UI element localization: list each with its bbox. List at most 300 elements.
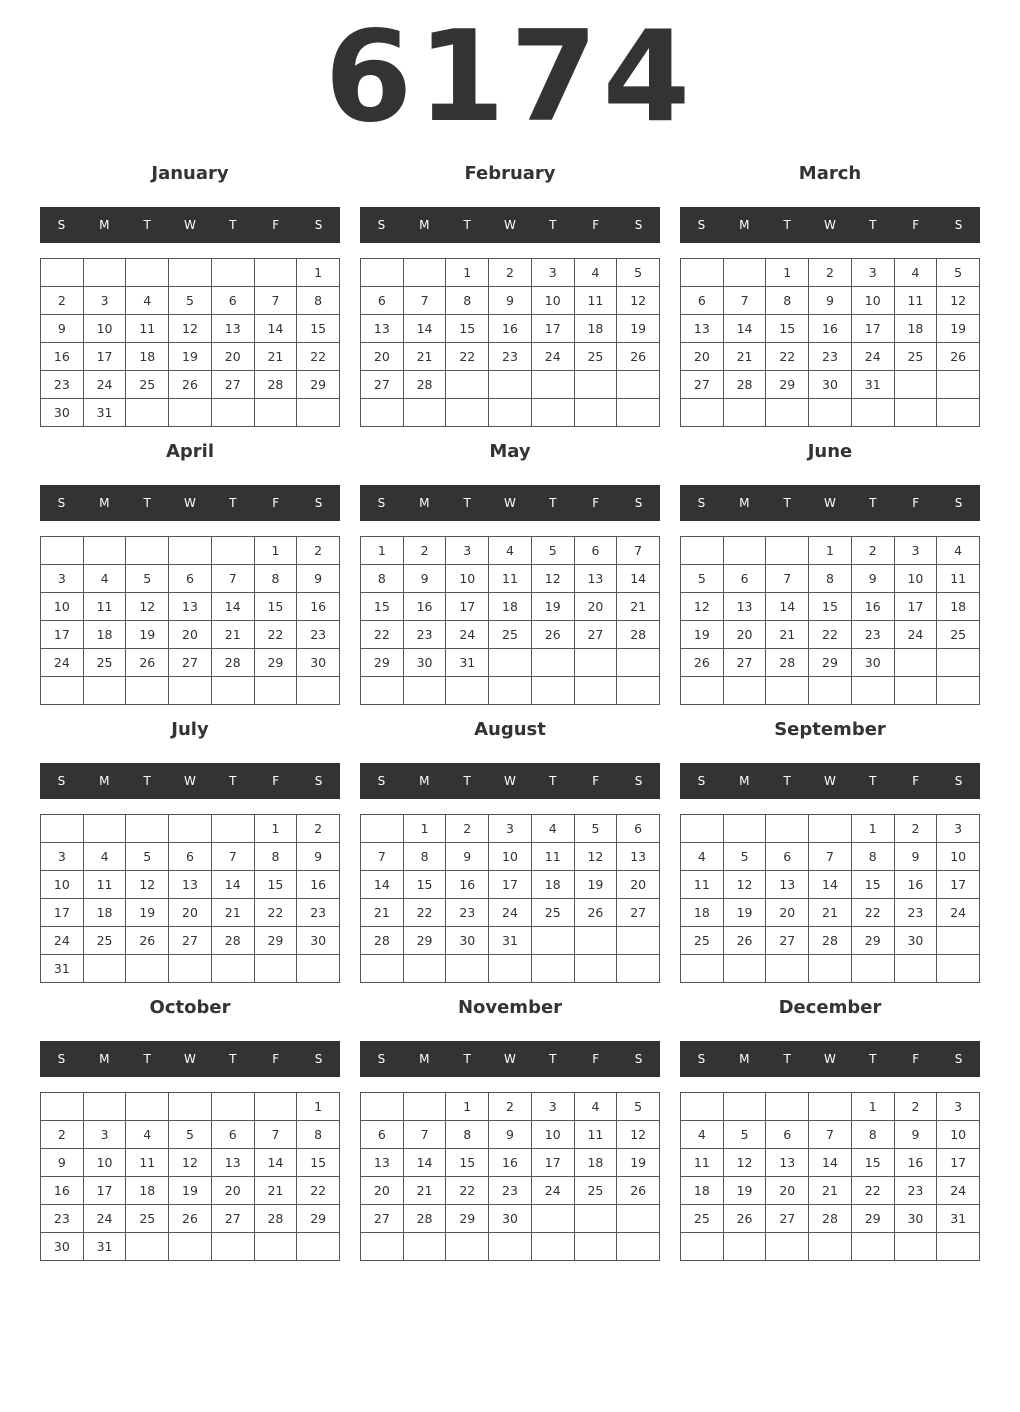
month-title: March — [798, 163, 862, 184]
empty-day-cell — [212, 1093, 255, 1121]
month-march — [680, 156, 980, 434]
day-cell: 27 — [212, 371, 255, 399]
day-cell: 27 — [681, 371, 724, 399]
day-cell: 30 — [297, 649, 340, 677]
day-cell: 13 — [617, 843, 660, 871]
weekday-label: W — [504, 774, 516, 788]
day-cell: 10 — [41, 593, 84, 621]
day-cell: 23 — [895, 899, 938, 927]
day-cell: 27 — [575, 621, 618, 649]
day-cell: 7 — [617, 537, 660, 565]
day-cell: 27 — [617, 899, 660, 927]
weekday-label: W — [184, 774, 196, 788]
weekday-label: T — [549, 218, 557, 232]
empty-day-cell — [809, 1093, 852, 1121]
day-cell: 19 — [724, 1177, 767, 1205]
day-cell: 15 — [255, 593, 298, 621]
day-cell: 15 — [852, 1149, 895, 1177]
day-cell: 10 — [852, 287, 895, 315]
empty-day-cell — [532, 649, 575, 677]
day-cell: 1 — [809, 537, 852, 565]
empty-day-cell — [361, 815, 404, 843]
empty-day-cell — [895, 371, 938, 399]
day-cell: 14 — [361, 871, 404, 899]
empty-day-cell — [532, 955, 575, 983]
empty-day-cell — [809, 677, 852, 705]
weekday-label: F — [272, 218, 280, 232]
weekday-label: W — [504, 218, 516, 232]
empty-day-cell — [895, 649, 938, 677]
day-cell: 27 — [212, 1205, 255, 1233]
day-cell: 26 — [169, 371, 212, 399]
day-cell: 23 — [489, 343, 532, 371]
weekday-label: W — [824, 1052, 836, 1066]
day-cell: 14 — [404, 315, 447, 343]
empty-day-cell — [895, 955, 938, 983]
day-cell: 12 — [724, 871, 767, 899]
empty-day-cell — [41, 259, 84, 287]
day-cell: 25 — [895, 343, 938, 371]
empty-day-cell — [937, 677, 980, 705]
day-cell: 16 — [41, 1177, 84, 1205]
day-cell: 18 — [575, 1149, 618, 1177]
day-cell: 2 — [895, 1093, 938, 1121]
empty-day-cell — [212, 955, 255, 983]
weekday-label: M — [739, 1052, 750, 1066]
weekday-label: M — [419, 496, 430, 510]
day-cell: 9 — [297, 565, 340, 593]
day-cell: 28 — [809, 927, 852, 955]
day-grid — [40, 814, 340, 983]
day-cell: 6 — [169, 843, 212, 871]
month-august — [360, 712, 660, 990]
month-title: April — [165, 441, 215, 462]
day-cell: 4 — [126, 1121, 169, 1149]
day-cell: 6 — [724, 565, 767, 593]
day-cell: 22 — [297, 343, 340, 371]
day-cell: 23 — [809, 343, 852, 371]
weekday-label: M — [99, 1052, 110, 1066]
empty-day-cell — [809, 815, 852, 843]
day-cell: 13 — [212, 315, 255, 343]
day-cell: 30 — [489, 1205, 532, 1233]
empty-day-cell — [766, 537, 809, 565]
day-cell: 6 — [575, 537, 618, 565]
day-cell: 19 — [126, 621, 169, 649]
day-cell: 6 — [681, 287, 724, 315]
empty-day-cell — [617, 1205, 660, 1233]
empty-day-cell — [681, 677, 724, 705]
day-cell: 13 — [361, 315, 404, 343]
weekday-label: S — [377, 496, 386, 510]
weekday-label: W — [824, 218, 836, 232]
day-cell: 12 — [724, 1149, 767, 1177]
empty-day-cell — [41, 1093, 84, 1121]
day-cell: 20 — [169, 621, 212, 649]
day-cell: 18 — [84, 621, 127, 649]
day-grid — [360, 1092, 660, 1261]
day-cell: 12 — [617, 287, 660, 315]
day-cell: 11 — [575, 1121, 618, 1149]
weekday-header-bar — [680, 763, 980, 799]
weekday-label: S — [634, 218, 643, 232]
empty-day-cell — [446, 399, 489, 427]
empty-day-cell — [895, 1233, 938, 1261]
weekday-label: F — [272, 774, 280, 788]
day-cell: 20 — [766, 1177, 809, 1205]
empty-day-cell — [212, 259, 255, 287]
weekday-label: W — [184, 218, 196, 232]
weekday-label: S — [377, 1052, 386, 1066]
empty-day-cell — [212, 1233, 255, 1261]
day-cell: 8 — [255, 565, 298, 593]
day-cell: 20 — [212, 343, 255, 371]
day-cell: 6 — [212, 1121, 255, 1149]
day-cell: 26 — [126, 649, 169, 677]
weekday-label: T — [783, 1052, 791, 1066]
weekday-label: S — [954, 774, 963, 788]
day-cell: 12 — [169, 315, 212, 343]
day-cell: 9 — [809, 287, 852, 315]
empty-day-cell — [532, 677, 575, 705]
day-cell: 30 — [895, 927, 938, 955]
day-cell: 6 — [766, 843, 809, 871]
empty-day-cell — [937, 371, 980, 399]
month-september — [680, 712, 980, 990]
day-cell: 3 — [446, 537, 489, 565]
month-title: October — [149, 997, 231, 1018]
day-cell: 9 — [895, 843, 938, 871]
day-cell: 4 — [681, 1121, 724, 1149]
day-grid — [680, 814, 980, 983]
empty-day-cell — [575, 927, 618, 955]
day-cell: 12 — [617, 1121, 660, 1149]
day-cell: 19 — [617, 315, 660, 343]
empty-day-cell — [361, 1233, 404, 1261]
day-cell: 14 — [404, 1149, 447, 1177]
day-cell: 24 — [937, 899, 980, 927]
day-cell: 14 — [255, 1149, 298, 1177]
day-cell: 10 — [532, 287, 575, 315]
weekday-header-bar — [40, 485, 340, 521]
empty-day-cell — [724, 1093, 767, 1121]
day-cell: 25 — [84, 649, 127, 677]
day-cell: 1 — [297, 1093, 340, 1121]
empty-day-cell — [724, 399, 767, 427]
empty-day-cell — [446, 1233, 489, 1261]
day-cell: 29 — [297, 1205, 340, 1233]
day-cell: 19 — [169, 1177, 212, 1205]
empty-day-cell — [126, 815, 169, 843]
day-cell: 30 — [41, 399, 84, 427]
day-cell: 25 — [126, 371, 169, 399]
weekday-label: W — [184, 1052, 196, 1066]
empty-day-cell — [617, 399, 660, 427]
weekday-header-bar — [360, 207, 660, 243]
day-cell: 21 — [404, 1177, 447, 1205]
day-cell: 1 — [446, 1093, 489, 1121]
day-cell: 5 — [724, 1121, 767, 1149]
day-grid — [360, 536, 660, 705]
day-cell: 23 — [446, 899, 489, 927]
month-title: July — [171, 719, 209, 740]
empty-day-cell — [617, 955, 660, 983]
empty-day-cell — [681, 1233, 724, 1261]
day-cell: 31 — [41, 955, 84, 983]
weekday-label: T — [143, 496, 151, 510]
weekday-label: T — [229, 496, 237, 510]
empty-day-cell — [126, 955, 169, 983]
day-cell: 4 — [681, 843, 724, 871]
day-cell: 28 — [404, 371, 447, 399]
empty-day-cell — [809, 955, 852, 983]
day-cell: 27 — [361, 1205, 404, 1233]
day-cell: 29 — [852, 927, 895, 955]
weekday-label: S — [57, 1052, 66, 1066]
day-cell: 20 — [575, 593, 618, 621]
day-cell: 6 — [617, 815, 660, 843]
day-cell: 1 — [297, 259, 340, 287]
day-cell: 20 — [212, 1177, 255, 1205]
empty-day-cell — [766, 677, 809, 705]
day-cell: 25 — [575, 343, 618, 371]
day-cell: 13 — [724, 593, 767, 621]
month-title: November — [457, 997, 563, 1018]
day-grid — [680, 536, 980, 705]
empty-day-cell — [489, 1233, 532, 1261]
day-cell: 30 — [404, 649, 447, 677]
day-cell: 2 — [489, 259, 532, 287]
empty-day-cell — [169, 677, 212, 705]
weekday-label: S — [954, 218, 963, 232]
empty-day-cell — [255, 399, 298, 427]
day-cell: 12 — [575, 843, 618, 871]
empty-day-cell — [255, 677, 298, 705]
day-cell: 3 — [937, 815, 980, 843]
month-june — [680, 434, 980, 712]
day-cell: 25 — [681, 927, 724, 955]
empty-day-cell — [852, 399, 895, 427]
day-cell: 8 — [852, 1121, 895, 1149]
weekday-header-bar — [360, 1041, 660, 1077]
month-title: September — [774, 719, 886, 740]
weekday-label: T — [549, 1052, 557, 1066]
month-july — [40, 712, 340, 990]
empty-day-cell — [41, 537, 84, 565]
weekday-label: T — [143, 774, 151, 788]
month-april — [40, 434, 340, 712]
weekday-label: T — [463, 774, 471, 788]
day-cell: 28 — [724, 371, 767, 399]
day-cell: 17 — [446, 593, 489, 621]
empty-day-cell — [681, 955, 724, 983]
empty-day-cell — [84, 259, 127, 287]
day-cell: 22 — [852, 1177, 895, 1205]
day-cell: 3 — [84, 287, 127, 315]
empty-day-cell — [766, 955, 809, 983]
year-title: 6174 — [324, 3, 696, 150]
day-cell: 25 — [532, 899, 575, 927]
day-cell: 13 — [575, 565, 618, 593]
weekday-header-bar — [360, 485, 660, 521]
day-cell: 3 — [937, 1093, 980, 1121]
day-cell: 12 — [126, 871, 169, 899]
empty-day-cell — [361, 399, 404, 427]
weekday-label: F — [592, 1052, 600, 1066]
empty-day-cell — [169, 815, 212, 843]
day-cell: 8 — [297, 287, 340, 315]
day-cell: 17 — [84, 1177, 127, 1205]
empty-day-cell — [404, 1093, 447, 1121]
day-cell: 16 — [809, 315, 852, 343]
empty-day-cell — [895, 677, 938, 705]
day-cell: 10 — [41, 871, 84, 899]
day-cell: 23 — [404, 621, 447, 649]
day-grid — [40, 258, 340, 427]
day-cell: 2 — [895, 815, 938, 843]
empty-day-cell — [446, 955, 489, 983]
day-cell: 14 — [212, 871, 255, 899]
weekday-label: F — [912, 774, 920, 788]
day-cell: 5 — [937, 259, 980, 287]
empty-day-cell — [489, 955, 532, 983]
weekday-label: S — [697, 1052, 706, 1066]
day-cell: 5 — [575, 815, 618, 843]
day-cell: 1 — [852, 1093, 895, 1121]
weekday-label: M — [419, 774, 430, 788]
day-cell: 3 — [41, 565, 84, 593]
day-cell: 29 — [766, 371, 809, 399]
weekday-label: S — [697, 218, 706, 232]
day-cell: 26 — [937, 343, 980, 371]
day-cell: 8 — [446, 287, 489, 315]
day-cell: 13 — [169, 871, 212, 899]
empty-day-cell — [404, 259, 447, 287]
day-cell: 9 — [489, 287, 532, 315]
day-cell: 16 — [895, 1149, 938, 1177]
day-cell: 21 — [212, 621, 255, 649]
day-cell: 8 — [852, 843, 895, 871]
day-cell: 10 — [446, 565, 489, 593]
empty-day-cell — [895, 399, 938, 427]
day-cell: 1 — [255, 537, 298, 565]
weekday-label: F — [272, 496, 280, 510]
weekday-label: F — [912, 496, 920, 510]
month-february — [360, 156, 660, 434]
day-cell: 2 — [297, 815, 340, 843]
empty-day-cell — [532, 371, 575, 399]
day-cell: 17 — [895, 593, 938, 621]
day-cell: 26 — [724, 927, 767, 955]
empty-day-cell — [255, 1233, 298, 1261]
day-cell: 20 — [169, 899, 212, 927]
empty-day-cell — [84, 1093, 127, 1121]
empty-day-cell — [255, 1093, 298, 1121]
day-cell: 30 — [895, 1205, 938, 1233]
day-cell: 17 — [489, 871, 532, 899]
day-cell: 7 — [361, 843, 404, 871]
day-cell: 18 — [575, 315, 618, 343]
empty-day-cell — [361, 259, 404, 287]
day-cell: 12 — [126, 593, 169, 621]
day-cell: 18 — [681, 1177, 724, 1205]
weekday-label: S — [954, 496, 963, 510]
day-cell: 10 — [532, 1121, 575, 1149]
month-november — [360, 990, 660, 1268]
day-cell: 15 — [809, 593, 852, 621]
months-grid — [40, 156, 980, 1268]
day-cell: 24 — [937, 1177, 980, 1205]
month-title: August — [474, 719, 546, 740]
day-cell: 26 — [169, 1205, 212, 1233]
day-cell: 28 — [809, 1205, 852, 1233]
day-cell: 13 — [212, 1149, 255, 1177]
day-cell: 7 — [404, 1121, 447, 1149]
empty-day-cell — [937, 649, 980, 677]
day-cell: 31 — [852, 371, 895, 399]
day-cell: 9 — [489, 1121, 532, 1149]
empty-day-cell — [532, 927, 575, 955]
day-cell: 18 — [489, 593, 532, 621]
day-cell: 15 — [297, 1149, 340, 1177]
empty-day-cell — [681, 815, 724, 843]
empty-day-cell — [84, 537, 127, 565]
empty-day-cell — [724, 537, 767, 565]
empty-day-cell — [446, 371, 489, 399]
empty-day-cell — [766, 399, 809, 427]
day-cell: 9 — [446, 843, 489, 871]
empty-day-cell — [681, 1093, 724, 1121]
weekday-header-bar — [40, 1041, 340, 1077]
day-cell: 30 — [41, 1233, 84, 1261]
day-cell: 11 — [489, 565, 532, 593]
day-cell: 20 — [361, 343, 404, 371]
day-cell: 17 — [41, 621, 84, 649]
empty-day-cell — [766, 1233, 809, 1261]
weekday-label: S — [954, 1052, 963, 1066]
day-cell: 26 — [724, 1205, 767, 1233]
empty-day-cell — [126, 677, 169, 705]
empty-day-cell — [361, 677, 404, 705]
empty-day-cell — [575, 649, 618, 677]
day-cell: 10 — [937, 843, 980, 871]
weekday-label: M — [99, 496, 110, 510]
empty-day-cell — [169, 955, 212, 983]
day-cell: 12 — [681, 593, 724, 621]
empty-day-cell — [575, 1205, 618, 1233]
weekday-header-bar — [680, 207, 980, 243]
day-cell: 15 — [255, 871, 298, 899]
day-cell: 14 — [212, 593, 255, 621]
day-cell: 11 — [895, 287, 938, 315]
day-cell: 5 — [617, 1093, 660, 1121]
empty-day-cell — [297, 677, 340, 705]
empty-day-cell — [212, 537, 255, 565]
empty-day-cell — [937, 1233, 980, 1261]
day-cell: 26 — [617, 343, 660, 371]
day-cell: 14 — [255, 315, 298, 343]
day-cell: 7 — [724, 287, 767, 315]
day-cell: 17 — [937, 871, 980, 899]
day-cell: 23 — [489, 1177, 532, 1205]
day-cell: 16 — [404, 593, 447, 621]
day-cell: 11 — [84, 871, 127, 899]
empty-day-cell — [41, 815, 84, 843]
day-cell: 4 — [532, 815, 575, 843]
weekday-label: T — [869, 1052, 877, 1066]
weekday-label: T — [869, 496, 877, 510]
empty-day-cell — [575, 371, 618, 399]
